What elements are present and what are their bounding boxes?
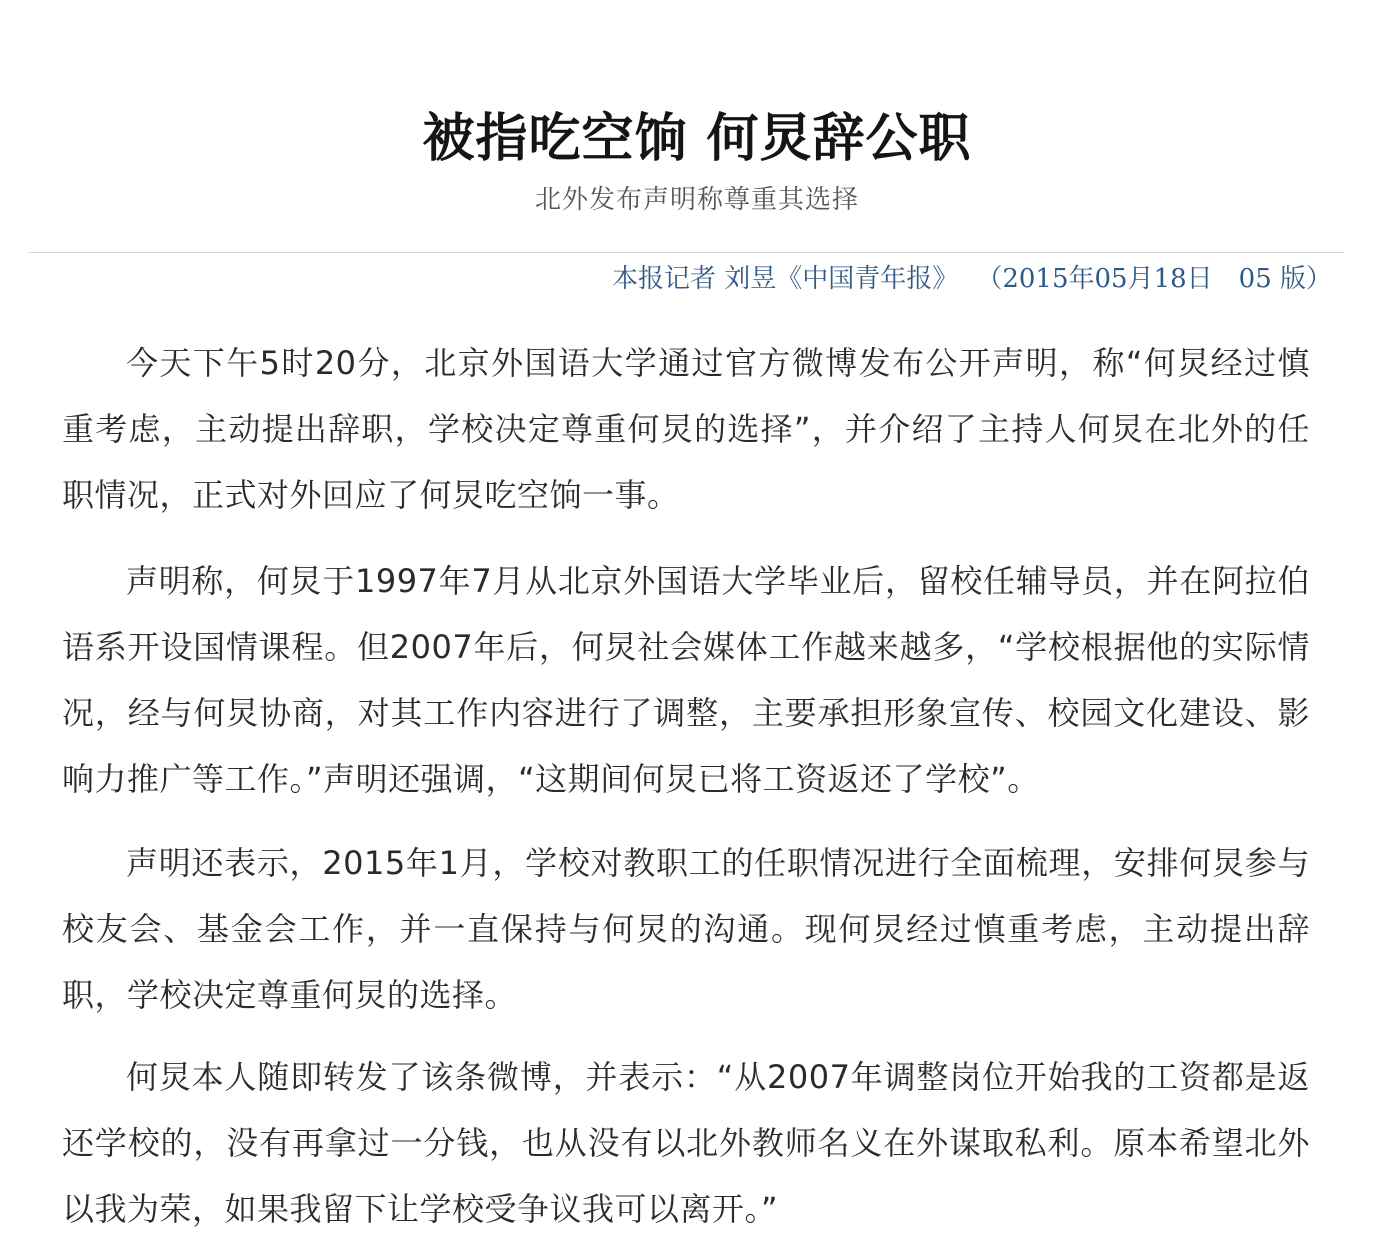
byline-reporter: 本报记者 刘昱 [612, 264, 777, 294]
article-subtitle: 北外发布声明称尊重其选择 [534, 185, 859, 215]
article-paragraph-1: 今天下午5时20分，北京外国语大学通过官方微博发布公开声明，称“何炅经过慎重考虑，主动提出辞职，学校决定尊重何炅的选择”，并介绍了主持人何炅在北外的任职情况，正式对外回应了何炅吃空饷一事。 [62, 344, 1310, 514]
article-title: 被指吃空饷 何炅辞公职 [422, 108, 972, 169]
header-divider [28, 252, 1344, 253]
article-byline [612, 260, 1332, 298]
byline-edition: （2015年05月18日 05 版） [976, 264, 1332, 294]
article-paragraph-4: 何炅本人随即转发了该条微博，并表示：“从2007年调整岗位开始我的工资都是返还学校的，没有再拿过一分钱，也从没有以北外教师名义在外谋取私利。原本希望北外以我为荣，如果我留下让学校受争议我可以离开。” [62, 1058, 1310, 1228]
article-paragraph-3: 声明还表示，2015年1月，学校对教职工的任职情况进行全面梳理，安排何炅参与校友会、基金会工作，并一直保持与何炅的沟通。现何炅经过慎重考虑，主动提出辞职，学校决定尊重何炅的选择。 [62, 844, 1310, 1014]
byline-publication: 《中国青年报》 [776, 264, 959, 294]
article-paragraph-2: 声明称，何炅于1997年7月从北京外国语大学毕业后，留校任辅导员，并在阿拉伯语系开设国情课程。但2007年后，何炅社会媒体工作越来越多，“学校根据他的实际情况，经与何炅协商，对其工作内容进行了调整，主要承担形象宣传、校园文化建设、影响力推广等工作。”声明还强调，“这期间何炅已将工资返还了学校”。 [62, 562, 1310, 798]
